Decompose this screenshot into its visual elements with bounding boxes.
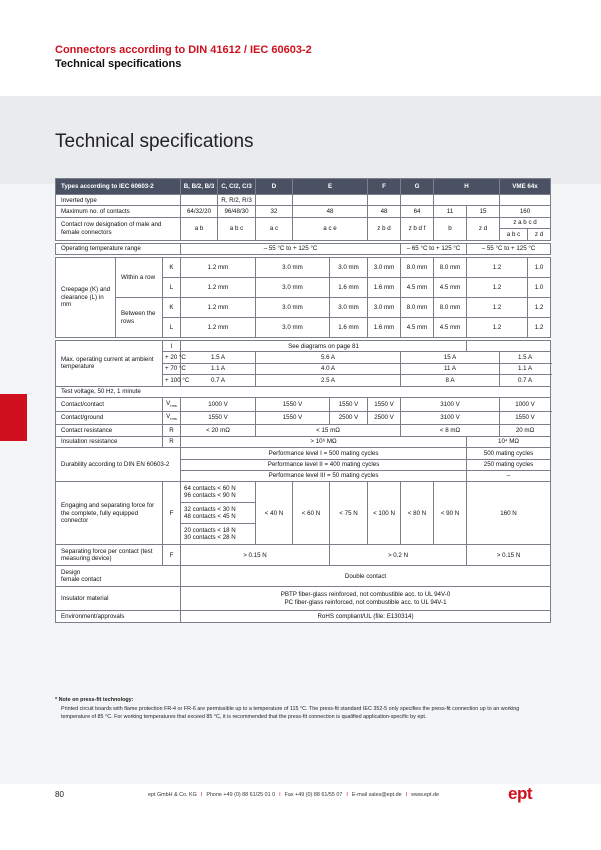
table-cell: > 0.2 N	[330, 545, 467, 566]
table-row	[56, 258, 551, 278]
table-cell: 96/48/30	[218, 206, 256, 217]
table-cell: 1.2	[528, 298, 551, 318]
table-cell: a c e	[293, 217, 368, 240]
table-cell: Performance level II = 400 mating cycles	[181, 459, 467, 470]
row-label: Inverted type	[56, 195, 181, 206]
table-cell: R	[163, 425, 181, 436]
table-cell: – 65 °C to + 125 °C	[401, 243, 467, 254]
table-row	[56, 386, 551, 397]
table-header-cell: D	[256, 179, 293, 195]
table-cell: > 10⁶ MΩ	[181, 436, 467, 447]
table-row	[56, 425, 551, 436]
table-cell: 64 contacts < 60 N 96 contacts < 90 N	[181, 482, 256, 503]
table-cell: 1.6 mm	[330, 278, 368, 298]
table-row	[56, 195, 551, 206]
table-cell: 3.0 mm	[368, 258, 401, 278]
table-cell: 1550 V	[330, 398, 368, 412]
table-row	[56, 482, 551, 503]
table-cell: < 8 mΩ	[401, 425, 500, 436]
table-cell	[163, 411, 181, 425]
table-cell: K	[163, 298, 181, 318]
table-row	[56, 341, 551, 352]
table-cell: 3.0 mm	[330, 258, 368, 278]
table-cell: 160	[500, 206, 551, 217]
table-header-cell: VME 64x	[500, 179, 551, 195]
footer-fax: Fax +49 (0) 88 61/55 07	[284, 792, 343, 798]
table-cell: 11 A	[401, 363, 500, 374]
footer-email[interactable]: E-mail sales@ept.de	[351, 792, 402, 798]
row-label: Contact/contact	[56, 398, 163, 412]
row-label: Maximum no. of contacts	[56, 206, 181, 217]
table-cell: 32 contacts < 30 N 48 contacts < 45 N	[181, 503, 256, 524]
table-header-cell: G	[401, 179, 434, 195]
table-row	[56, 545, 551, 566]
table-cell: 1.0	[528, 258, 551, 278]
table-row	[56, 398, 551, 412]
table-cell: 8.0 mm	[434, 298, 467, 318]
table-cell: > 0.15 N	[467, 545, 551, 566]
table-cell: 3.0 mm	[256, 278, 330, 298]
header-subtitle: Technical specifications	[55, 58, 182, 70]
table-header-cell: H	[434, 179, 500, 195]
table-cell: 11	[434, 206, 467, 217]
row-label: Contact/ground	[56, 411, 163, 425]
page-header	[55, 44, 312, 71]
table-cell: 4.5 mm	[434, 278, 467, 298]
table-cell	[500, 195, 551, 206]
table-cell: 1.2 mm	[181, 258, 256, 278]
unit-symbol: V	[166, 399, 171, 407]
row-sublabel: Within a row	[116, 258, 163, 298]
table-cell: < 40 N	[256, 482, 293, 545]
table-cell: 250 mating cycles	[467, 459, 551, 470]
table-cell: a b c	[218, 217, 256, 240]
table-cell: + 100 °C	[163, 375, 181, 386]
footer-separator: I	[346, 792, 348, 798]
table-row	[56, 448, 551, 459]
table-cell: 3.0 mm	[256, 318, 330, 338]
row-label: Max. operating current at ambient temperature	[56, 341, 163, 387]
table-row	[56, 411, 551, 425]
table-cell: Performance level I = 500 mating cycles	[181, 448, 467, 459]
table-cell: 1.2 mm	[181, 278, 256, 298]
table-cell: 1.1 A	[500, 363, 551, 374]
footer-separator: I	[405, 792, 408, 798]
table-cell: 3100 V	[401, 398, 500, 412]
row-label: Test voltage, 50 Hz, 1 minute	[56, 386, 551, 397]
table-cell: L	[163, 278, 181, 298]
table-cell: R, R/2, R/3	[218, 195, 256, 206]
table-cell: 1.2	[467, 278, 528, 298]
table-cell: z d	[528, 229, 551, 240]
footer-separator: I	[200, 792, 203, 798]
table-cell: 1550 V	[256, 398, 330, 412]
table-cell: a b c	[500, 229, 528, 240]
page-number: 80	[55, 790, 64, 799]
table-cell: 64	[401, 206, 434, 217]
table-cell: < 80 N	[401, 482, 434, 545]
table-cell: 1000 V	[500, 398, 551, 412]
row-sublabel: Between the rows	[116, 298, 163, 338]
row-label: Separating force per contact (test measuring device)	[56, 545, 163, 566]
table-cell: 1.2	[467, 298, 528, 318]
table-cell: – 55 °C to + 125 °C	[181, 243, 401, 254]
table-cell: 1.2	[467, 318, 528, 338]
section-tab-marker	[0, 394, 27, 441]
table-cell: 32	[256, 206, 293, 217]
table-cell: 64/32/20	[181, 206, 218, 217]
table-cell: b	[434, 217, 467, 240]
table-cell: K	[163, 258, 181, 278]
table-cell: 1.6 mm	[368, 318, 401, 338]
table-cell	[434, 195, 500, 206]
table-cell: 10⁴ MΩ	[467, 436, 551, 447]
table-cell: < 90 N	[434, 482, 467, 545]
table-cell: < 100 N	[368, 482, 401, 545]
table-cell: 4.5 mm	[434, 318, 467, 338]
table-cell: 8.0 mm	[401, 258, 434, 278]
table-cell: + 20 °C	[163, 352, 181, 363]
table-cell: + 70 °C	[163, 363, 181, 374]
table-cell: 1550 V	[368, 398, 401, 412]
table-cell: < 60 N	[293, 482, 330, 545]
table-cell: z d	[467, 217, 500, 240]
table-cell: 3.0 mm	[330, 298, 368, 318]
table-cell: < 15 mΩ	[256, 425, 401, 436]
table-row	[56, 298, 551, 318]
table-cell: 1550 V	[181, 411, 256, 425]
table-cell: 500 mating cycles	[467, 448, 551, 459]
table-header-row	[56, 179, 551, 195]
table-header-cell: F	[368, 179, 401, 195]
row-label: Insulation resistance	[56, 436, 163, 447]
footer-web[interactable]: www.ept.de	[411, 792, 440, 798]
row-label: Contact resistance	[56, 425, 163, 436]
table-cell: 5.6 A	[256, 352, 401, 363]
table-cell: z b d	[368, 217, 401, 240]
row-label: Insulator material	[56, 587, 181, 611]
table-cell: 1.2	[467, 258, 528, 278]
table-cell: 1.1 A	[181, 363, 256, 374]
table-cell	[368, 195, 401, 206]
table-cell: 4.5 mm	[401, 278, 434, 298]
table-cell: < 20 mΩ	[181, 425, 256, 436]
table-cell	[181, 195, 218, 206]
table-cell: 1.5 A	[181, 352, 256, 363]
table-cell: < 75 N	[330, 482, 368, 545]
table-header-cell: E	[293, 179, 368, 195]
footer-contact	[148, 792, 439, 798]
table-cell: 1000 V	[181, 398, 256, 412]
row-label: Creepage (K) and clearance (L) in mm	[56, 258, 116, 338]
table-cell: RoHS compliant/UL (file: E130314)	[181, 611, 551, 622]
table-row	[56, 566, 551, 587]
unit-subscript: rms	[170, 416, 177, 422]
table-cell: 4.5 mm	[401, 318, 434, 338]
table-header-cell: B, B/2, B/3	[181, 179, 218, 195]
unit-subscript: rms	[170, 402, 177, 408]
table-cell: 15 A	[401, 352, 500, 363]
table-cell: 1550 V	[256, 411, 330, 425]
table-header-cell: C, C/2, C/3	[218, 179, 256, 195]
table-cell	[401, 195, 434, 206]
table-cell: a c	[256, 217, 293, 240]
table-cell: 1.6 mm	[330, 318, 368, 338]
table-cell: 3.0 mm	[256, 298, 330, 318]
row-label: Operating temperature range	[56, 243, 181, 254]
table-cell: 1.5 A	[500, 352, 551, 363]
footer-separator: I	[279, 792, 281, 798]
press-fit-note	[55, 696, 525, 722]
table-cell: 15	[467, 206, 500, 217]
note-body: Printed circuit boards with flame protection FR-4 or FR-6 are permissible up to a temperature of 115 °C. The press-fit standard IEC 352-5 only specifies the press-fit connection up to an working temperature of 85 °C. For working temperatures that exceed 85 °C, it is recommended that the press-fit connection is qualified application-specific by ept.	[61, 705, 520, 720]
table-cell: Double contact	[181, 566, 551, 587]
row-label: Engaging and separating force for the complete, fully equipped connector	[56, 482, 163, 545]
table-cell: 2500 V	[330, 411, 368, 425]
table-cell: 8.0 mm	[401, 298, 434, 318]
table-row	[56, 611, 551, 622]
table-header-cell: Types according to IEC 60603-2	[56, 179, 181, 195]
note-title: * Note on press-fit technology:	[55, 697, 134, 703]
table-cell	[293, 195, 368, 206]
table-cell: a b	[181, 217, 218, 240]
table-cell: > 0.15 N	[181, 545, 330, 566]
table-cell: z a b c d	[500, 217, 551, 228]
table-row	[56, 217, 551, 228]
row-label: Design female contact	[56, 566, 181, 587]
table-cell: I	[163, 341, 181, 352]
table-cell: 20 mΩ	[500, 425, 551, 436]
table-cell: 1.0	[528, 278, 551, 298]
table-cell: 8.0 mm	[434, 258, 467, 278]
spec-table	[55, 178, 551, 623]
table-row	[56, 206, 551, 217]
table-cell: L	[163, 318, 181, 338]
table-cell: 0.7 A	[181, 375, 256, 386]
table-cell: 3100 V	[401, 411, 500, 425]
table-cell: Performance level III = 50 mating cycles	[181, 470, 467, 481]
header-title: Connectors according to DIN 41612 / IEC 60603-2	[55, 44, 312, 56]
row-label: Environment/approvals	[56, 611, 181, 622]
table-row	[56, 243, 551, 254]
table-cell: R	[163, 436, 181, 447]
table-cell: 2500 V	[368, 411, 401, 425]
table-cell: 1550 V	[500, 411, 551, 425]
table-cell: 48	[293, 206, 368, 217]
table-cell: 1.6 mm	[368, 278, 401, 298]
table-cell: 3.0 mm	[256, 258, 330, 278]
table-cell	[467, 341, 551, 352]
table-cell: 1.2 mm	[181, 298, 256, 318]
table-cell: 0.7 A	[500, 375, 551, 386]
table-cell: 1.2 mm	[181, 318, 256, 338]
footer-phone: Phone +49 (0) 88 61/25 01 0	[206, 792, 276, 798]
table-cell	[163, 398, 181, 412]
table-cell: z b d f	[401, 217, 434, 240]
footer-company: ept GmbH & Co. KG	[148, 792, 197, 798]
page-title: Technical specifications	[55, 131, 254, 152]
row-label: Durability according to DIN EN 60603-2	[56, 448, 181, 482]
table-cell: 160 N	[467, 482, 551, 545]
table-cell: –	[467, 470, 551, 481]
table-cell: 1.2	[528, 318, 551, 338]
table-cell: 20 contacts < 18 N 30 contacts < 28 N	[181, 524, 256, 545]
table-cell: F	[163, 545, 181, 566]
unit-symbol: V	[166, 413, 171, 421]
table-cell	[256, 195, 293, 206]
table-cell: – 55 °C to + 125 °C	[467, 243, 551, 254]
table-cell: 8 A	[401, 375, 500, 386]
table-cell: 2.5 A	[256, 375, 401, 386]
row-label: Contact row designation of male and female connectors	[56, 217, 181, 240]
table-cell: 3.0 mm	[368, 298, 401, 318]
table-row	[56, 436, 551, 447]
table-row	[56, 587, 551, 611]
ept-logo: ept	[508, 784, 532, 803]
table-cell: F	[163, 482, 181, 545]
table-cell: PBTP fiber-glass reinforced, not combustible acc. to UL 94V-0 PC fiber-glass reinforced, not combustible acc. to UL 94V-1	[181, 587, 551, 611]
table-cell: See diagrams on page 81	[181, 341, 467, 352]
table-cell: 4.0 A	[256, 363, 401, 374]
table-cell: 48	[368, 206, 401, 217]
